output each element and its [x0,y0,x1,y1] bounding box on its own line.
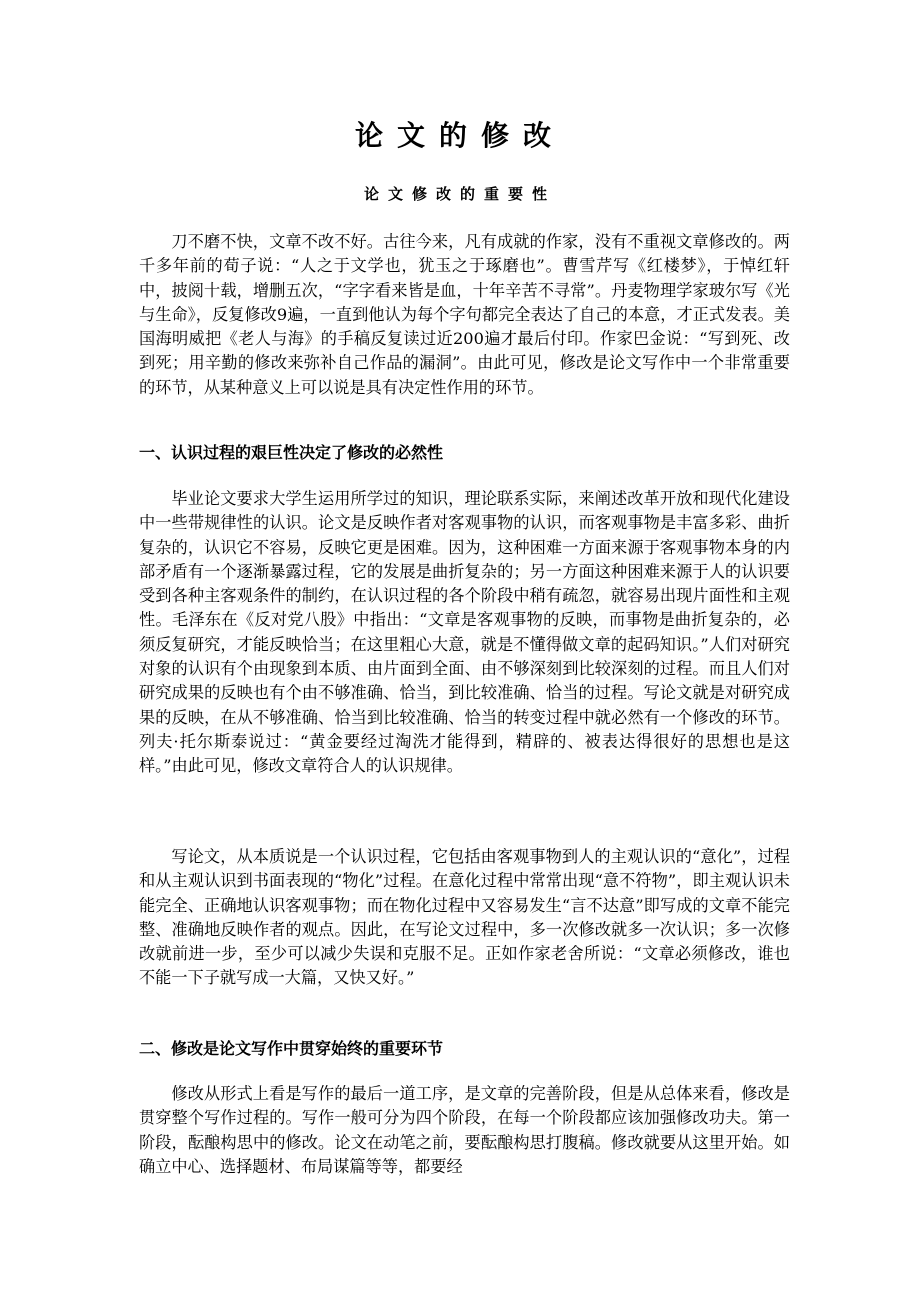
document-title: 论文的修改 [354,119,565,152]
document-subtitle: 论文修改的重要性 [363,185,556,203]
paragraph-revision-stages: 修改从形式上看是写作的最后一道工序，是文章的完善阶段，但是从总体来看，修改是贯穿整个写作过程的。写作一般可分为四个阶段，在每一个阶段都应该加强修改功夫。第一阶段，酝酿构思中的修改。论文在动笔之前，要酝酿构思打腹稿。修改就要从这里开始。如确立中心、选择题材、布局谋篇等等，都要经 [139,1084,790,1176]
paragraph-intro: 刀不磨不快，文章不改不好。古往今来，凡有成就的作家，没有不重视文章修改的。两千多年前的荀子说：“人之于文学也，犹玉之于琢磨也”。曹雪芹写《红楼梦》，于悼红轩中，披阅十载，增删五次，“字字看来皆是血，十年辛苦不寻常”。丹麦物理学家玻尔写《光与生命》，反复修改9遍，一直到他认为每个字句都完全表达了自己的本意，才正式发表。美国海明威把《老人与海》的手稿反复读过近200遍才最后付印。作家巴金说：“写到死、改到死；用辛勤的修改来弥补自己作品的漏洞”。由此可见，修改是论文写作中一个非常重要的环节，从某种意义上可以说是具有决定性作用的环节。 [139,232,790,397]
paragraph-cognition: 毕业论文要求大学生运用所学过的知识，理论联系实际，来阐述改革开放和现代化建设中一些带规律性的认识。论文是反映作者对客观事物的认识，而客观事物是丰富多彩、曲折复杂的，认识它不容易，反映它更是困难。因为，这种困难一方面来源于客观事物本身的内部矛盾有一个逐渐暴露过程，它的发展是曲折复杂的；另一方面这种困难来源于人的认识要受到各种主客观条件的制约，在认识过程的各个阶段中稍有疏忽，就容易出现片面性和主观性。毛泽东在《反对党八股》中指出：“文章是客观事物的反映，而事物是曲折复杂的，必须反复研究，才能反映恰当；在这里粗心大意，就是不懂得做文章的起码知识。”人们对研究对象的认识有个由现象到本质、由片面到全面、由不够深刻到比较深刻的过程。而且人们对研究成果的反映也有个由不够准确、恰当，到比较准确、恰当的过程。写论文就是对研究成果的反映，在从不够准确、恰当到比较准确、恰当的转变过程中就必然有一个修改的环节。列夫·托尔斯泰说过：“黄金要经过淘洗才能得到，精辟的、被表达得很好的思想也是这样。”由此可见，修改文章符合人的认识规律。 [139,489,790,776]
section-heading-1: 一、认识过程的艰巨性决定了修改的必然性 [139,443,444,462]
paragraph-essence: 写论文，从本质说是一个认识过程，它包括由客观事物到人的主观认识的“意化”，过程和从主观认识到书面表现的“物化”过程。在意化过程中常常出现“意不符物”，即主观认识未能完全、正确地认识客观事物；而在物化过程中又容易发生“言不达意”即写成的文章不能完整、准确地反映作者的观点。因此，在写论文过程中，多一次修改就多一次认识；多一次修改就前进一步，至少可以减少失误和克服不足。正如作家老舍所说：“文章必须修改，谁也不能一下子就写成一大篇，又快又好。” [139,847,790,988]
section-heading-2: 二、修改是论文写作中贯穿始终的重要环节 [139,1039,444,1058]
